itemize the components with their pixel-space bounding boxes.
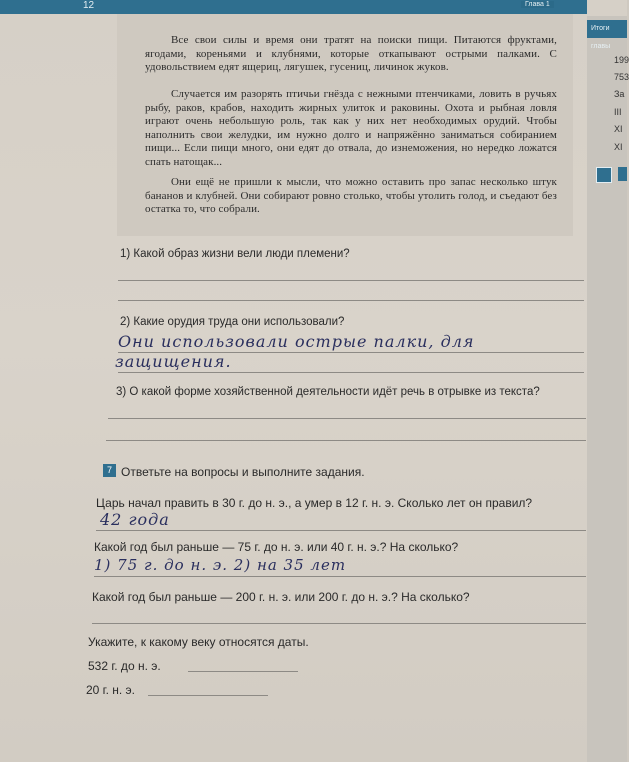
handwritten-answer: защищения. (115, 352, 232, 371)
sidebar-item: III (614, 107, 622, 117)
question-3: 3) О какой форме хозяйственной деятельности идёт речь в отрывке из текста? (116, 386, 540, 398)
date-item-2: 20 г. н. э. (86, 683, 136, 697)
sidebar-item: XI (614, 142, 623, 152)
reading-passage (117, 14, 573, 236)
date-item-1: 532 г. до н. э. (88, 659, 161, 673)
task-title: Ответьте на вопросы и выполните задания. (121, 465, 365, 479)
answer-line (188, 671, 298, 672)
task-question-3: Какой год был раньше — 200 г. н. э. или 200 г. до н. э.? На сколько? (92, 590, 470, 604)
answer-line (148, 695, 268, 696)
handwritten-answer: 1) 75 г. до н. э. 2) на 35 лет (94, 556, 347, 574)
answer-line (118, 280, 584, 281)
badge-icon (618, 167, 627, 181)
handwritten-answer: Они использовали острые палки, для (118, 332, 475, 351)
answer-line (96, 530, 586, 531)
answer-line (108, 418, 586, 419)
page-number: 12 (83, 0, 95, 11)
question-2: 2) Какие орудия труда они использовали? (120, 316, 345, 328)
passage-paragraph-1: Все свои силы и время они тратят на поиски пищи. Питаются фруктами, ягодами, кореньями и клубнями, которые откапывают острыми палками. С удовольствием едят ящериц, лягушек, гусениц, личинок жуков. (145, 34, 557, 74)
answer-line (118, 300, 584, 301)
sidebar-item: За (614, 89, 625, 99)
passage-paragraph-2: Случается им разорять птичьи гнёзда с нежными птенчиками, ловить в ручьях рыбу, раков, крабов, находить жирных улиток и раковины. Охота и рыбная ловля играют очень небольшую роль, так как у них нет необходимых орудий. Чтобы наполнить свои желудки, им нужно долго и напряжённо заниматься собиранием пищи... Если пищи много, они едят до отвала, до изнеможения, но нередко ложатся спать натощак... (145, 88, 557, 168)
handwritten-answer: 42 года (100, 510, 170, 529)
task-question-2: Какой год был раньше — 75 г. до н. э. или 40 г. н. э.? На сколько? (94, 540, 459, 554)
task-question-1: Царь начал править в 30 г. до н. э., а умер в 12 г. н. э. Сколько лет он правил? (96, 496, 533, 510)
answer-line (92, 623, 586, 624)
chapter-label: Глава 1 (521, 1, 554, 8)
sidebar-item: 753 (614, 72, 629, 82)
answer-line (94, 576, 586, 577)
sidebar-item: XI (614, 124, 623, 134)
centuries-prompt: Укажите, к какому веку относятся даты. (88, 635, 309, 649)
answer-line (118, 372, 584, 373)
badge-icon (596, 167, 612, 183)
sidebar-title: Итоги главы (587, 20, 627, 38)
passage-paragraph-3: Они ещё не пришли к мысли, что можно оставить про запас несколько штук бананов и клубней. Они собирают ровно столько, чтобы утолить голод, и съедают без остатка то, что собрали. (145, 176, 557, 216)
answer-line (106, 440, 586, 441)
task-number: 7 (103, 464, 116, 477)
question-1: 1) Какой образ жизни вели люди племени? (120, 248, 350, 260)
sidebar-item: 199 (614, 55, 629, 65)
